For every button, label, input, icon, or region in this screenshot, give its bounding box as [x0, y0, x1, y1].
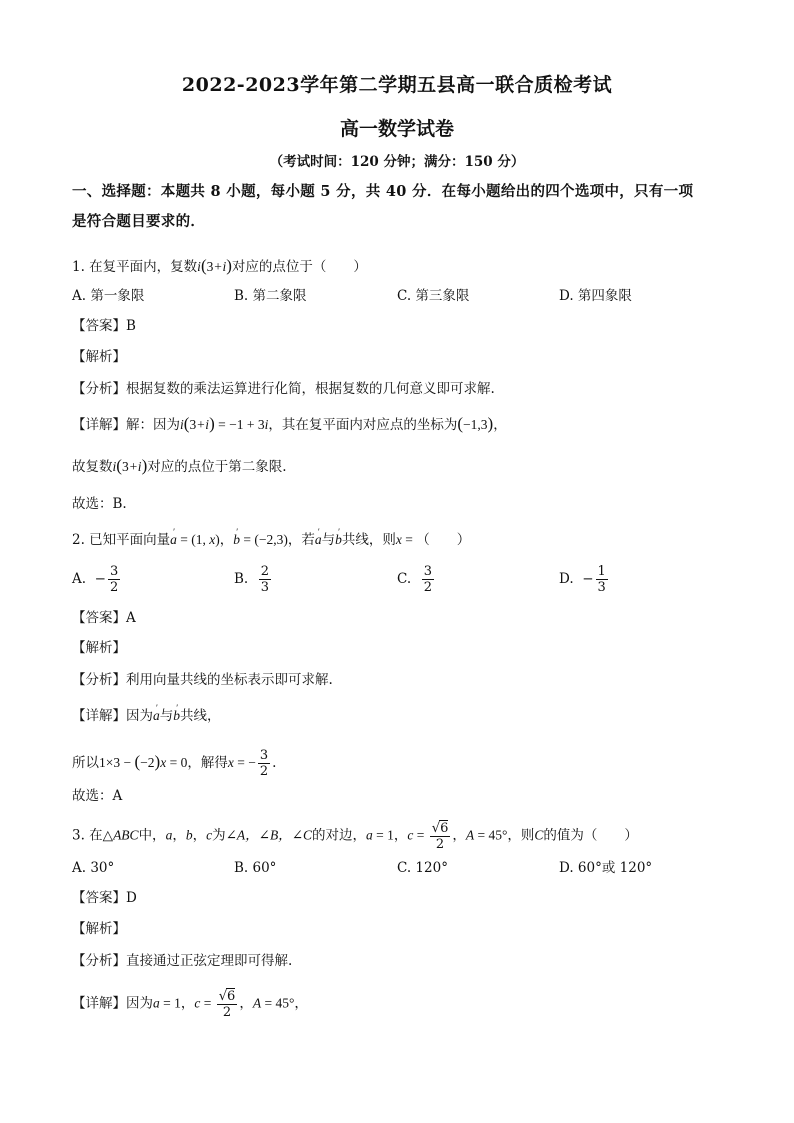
q1-detail-equation: i(3+i) = −1 + 3i — [180, 414, 269, 433]
q1-analysis-label: 【解析】 — [72, 349, 126, 365]
q3-option-b: B. 60° — [234, 860, 277, 876]
q1-complex-expr: i(3+i) — [197, 256, 232, 275]
q2-answer: 【答案】A — [72, 610, 136, 626]
q2-option-a: A. − $\frac{3}{2}$ — [72, 564, 119, 595]
q3-answer: 【答案】D — [72, 890, 137, 906]
q1-option-d: D. 第四象限 — [559, 288, 632, 304]
q3-option-a: A. 30° — [72, 860, 115, 876]
q2-option-b: B. $\frac{2}{3}$ — [234, 564, 270, 595]
q2-option-d: D. − $\frac{1}{3}$ — [559, 564, 606, 595]
q1-fenxi: 【分析】根据复数的乘法运算进行化简，根据复数的几何意义即可求解. — [72, 381, 495, 397]
q1-option-a: A. 第一象限 — [72, 288, 145, 304]
exam-subtitle: 高一数学试卷 — [339, 118, 454, 140]
q3-detail: 【详解】因为a = 1，c = $\frac{√6}{2}$ ，A = 45°， — [72, 989, 308, 1020]
q2-solution: 所以1×3 − (−2)x = 0，解得x = − $\frac{3}{2}$ . — [72, 748, 277, 779]
q1-answer: 【答案】B — [72, 318, 136, 334]
q2-fenxi: 【分析】利用向量共线的坐标表示即可求解. — [72, 672, 333, 688]
q1-detail: 【详解】解：因为i(3+i) = −1 + 3i，其在复平面内对应点的坐标为(−1,3)， — [72, 414, 507, 433]
q2-choice: 故选：A — [72, 788, 123, 804]
q3-option-c: C. 120° — [397, 860, 448, 876]
q1-stem: 1. 在复平面内，复数i(3+i)对应的点位于（ ） — [72, 256, 367, 275]
q1-option-b: B. 第二象限 — [234, 288, 307, 304]
section-heading-line1: 一、选择题：本题共 8 小题，每小题 5 分，共 40 分．在每小题给出的四个选项中，只有一项 — [72, 183, 694, 200]
q2-stem: 2. 已知平面向量′ a = (1, x)，′ b = (−2,3)，若′ a与′ b共线，则x = （ ） — [72, 530, 470, 550]
q2-analysis-label: 【解析】 — [72, 640, 126, 656]
q3-fenxi: 【分析】直接通过正弦定理即可得解. — [72, 953, 293, 969]
q3-option-d: D. 60°或 120° — [559, 860, 653, 876]
q1-conclusion: 故复数i(3+i)对应的点位于第二象限. — [72, 456, 287, 475]
q1-point-coordinate: (−1,3) — [457, 414, 494, 433]
q1-choice: 故选：B. — [72, 496, 127, 512]
q2-detail: 【详解】因为′ a与′ b共线， — [72, 706, 221, 726]
exam-title: 2022-2023学年第二学期五县高一联合质检考试 — [181, 74, 613, 96]
q1-option-c: C. 第三象限 — [397, 288, 470, 304]
exam-info: （考试时间：120 分钟；满分：150 分） — [269, 154, 525, 170]
q3-analysis-label: 【解析】 — [72, 921, 126, 937]
section-heading-line2: 是符合题目要求的． — [72, 213, 206, 230]
q2-option-c: C. $\frac{3}{2}$ — [397, 564, 433, 595]
q3-stem: 3. 在△ABC中，a，b，c为∠A，∠B，∠C的对边，a = 1，c = $\frac{√6}{2}$ ，A = 45°，则C的值为（ ） — [72, 821, 638, 852]
